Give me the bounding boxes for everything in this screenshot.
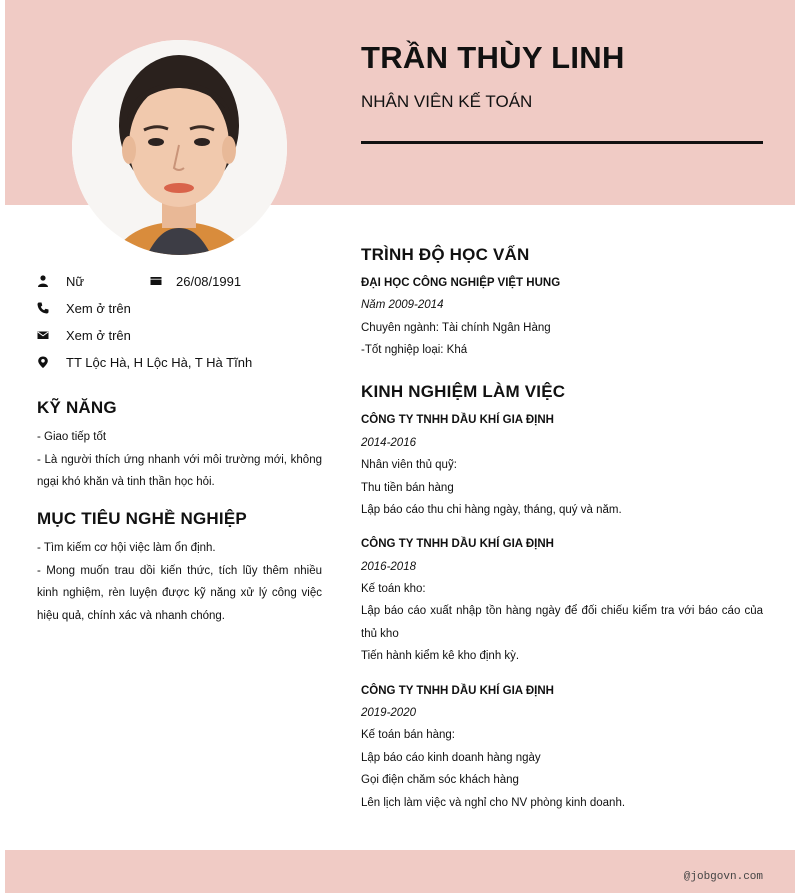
objective-item: - Mong muốn trau dồi kiến thức, tích lũy thêm nhiều kinh nghiệm, rèn luyện được kỹ năng xử lý công việc hiệu quả, chính xác và nhanh chóng. (37, 564, 322, 622)
phone-value: Xem ở trên (66, 301, 131, 316)
experience-title: KINH NGHIỆM LÀM VIỆC (361, 382, 566, 401)
job-position: Kế toán kho: (361, 583, 426, 595)
skill-item: - Là người thích ứng nhanh với môi trường mới, không ngại khó khăn và tinh thần học hỏi. (37, 453, 322, 488)
mail-icon (37, 329, 49, 341)
candidate-role: NHÂN VIÊN KẾ TOÁN (361, 92, 533, 111)
location-icon (37, 355, 49, 369)
job-duty: Lập báo cáo kinh doanh hàng ngày (361, 752, 541, 764)
gender-value: Nữ (66, 274, 85, 289)
footer-band (5, 850, 795, 893)
job-duty: Tiến hành kiểm kê kho định kỳ. (361, 650, 520, 662)
job-period: 2016-2018 (361, 561, 416, 573)
objective-title: MỤC TIÊU NGHỀ NGHIỆP (37, 509, 247, 528)
phone-row (37, 299, 237, 319)
job-company: CÔNG TY TNHH DẦU KHÍ GIA ĐỊNH (361, 685, 554, 697)
job-period: 2019-2020 (361, 707, 416, 719)
job-period: 2014-2016 (361, 437, 416, 449)
dob-row (150, 272, 270, 292)
job-company: CÔNG TY TNHH DẦU KHÍ GIA ĐỊNH (361, 414, 554, 426)
header-divider (361, 141, 763, 144)
education-grade: -Tốt nghiệp loại: Khá (361, 344, 468, 356)
phone-icon (37, 302, 49, 314)
job-duty: Lập báo cáo xuất nhập tồn hàng ngày để đối chiếu kiểm tra với báo cáo của thủ kho (361, 605, 763, 640)
job-duty: Gọi điện chăm sóc khách hàng (361, 774, 519, 786)
gender-row (37, 272, 157, 292)
job-position: Kế toán bán hàng: (361, 729, 455, 741)
profile-photo (72, 40, 287, 255)
education-years: Năm 2009-2014 (361, 299, 444, 311)
job-duty: Lập báo cáo thu chi hàng ngày, tháng, quý và năm. (361, 504, 622, 516)
job-position: Nhân viên thủ quỹ: (361, 459, 457, 471)
skills-title: KỸ NĂNG (37, 398, 117, 417)
candidate-name: TRẦN THÙY LINH (361, 40, 625, 75)
address-value: TT Lộc Hà, H Lộc Hà, T Hà Tĩnh (66, 355, 253, 370)
dob-value: 26/08/1991 (176, 274, 242, 289)
footer-watermark: @jobgovn.com (683, 871, 763, 883)
objective-item: - Tìm kiếm cơ hội việc làm ổn định. (37, 542, 216, 554)
email-row (37, 326, 237, 346)
objective-list (37, 537, 322, 627)
user-icon (37, 275, 49, 287)
job-duty: Lên lịch làm việc và nghỉ cho NV phòng kinh doanh. (361, 797, 626, 809)
email-value: Xem ở trên (66, 328, 131, 343)
skills-list (37, 426, 322, 494)
skill-item: - Giao tiếp tốt (37, 431, 107, 443)
job-company: CÔNG TY TNHH DẦU KHÍ GIA ĐỊNH (361, 538, 554, 550)
education-school: ĐẠI HỌC CÔNG NGHIỆP VIỆT HUNG (361, 277, 561, 289)
calendar-icon (150, 275, 162, 287)
job-duty: Thu tiền bán hàng (361, 482, 454, 494)
education-title: TRÌNH ĐỘ HỌC VẤN (361, 245, 530, 264)
address-row (37, 353, 297, 373)
education-major: Chuyên ngành: Tài chính Ngân Hàng (361, 322, 551, 334)
